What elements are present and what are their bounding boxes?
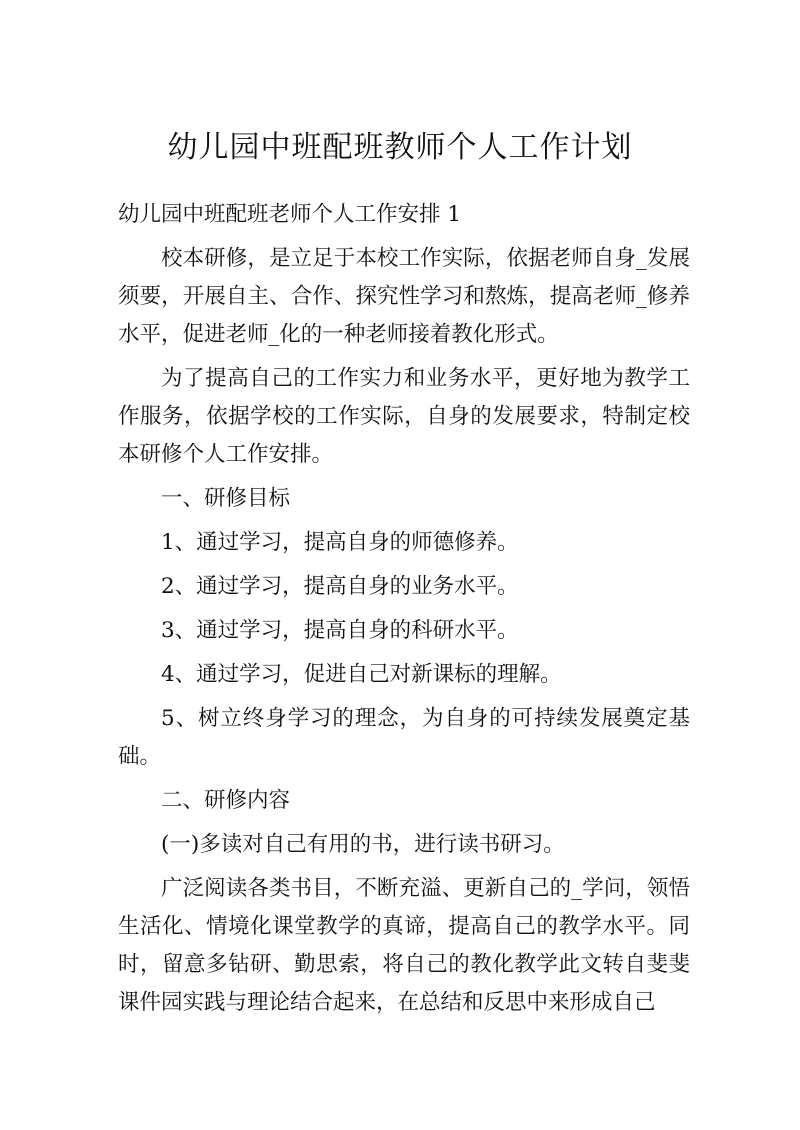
heading-goals: 一、研修目标 (161, 486, 291, 511)
list-item-goal-3: 3、通过学习，提高自身的科研水平。 (161, 618, 519, 643)
list-item-goal-2: 2、通过学习，提高自身的业务水平。 (161, 574, 519, 599)
list-item-goal-5: 5、树立终身学习的理念，为自身的可持续发展奠定基础。 (118, 706, 690, 769)
paragraph-intro: 校本研修，是立足于本校工作实际，依据老师自身_发展须要，开展自主、合作、探究性学习和熬炼，提高老师_修养水平，促进老师_化的一种老师接着教化形式。 (118, 246, 690, 347)
paragraph-purpose: 为了提高自己的工作实力和业务水平，更好地为教学工作服务，依据学校的工作实际，自身的发展要求，特制定校本研修个人工作安排。 (118, 366, 690, 467)
section-heading: 幼儿园中班配班老师个人工作安排 1 (118, 202, 462, 227)
heading-content: 二、研修内容 (161, 788, 291, 813)
document-body (118, 196, 690, 1028)
document-title: 幼儿园中班配班教师个人工作计划 (167, 130, 633, 165)
paragraph-reading: 广泛阅读各类书目，不断充溢、更新自己的_学问，领悟生活化、情境化课堂教学的真谛，提高自己的教学水平。同时，留意多钻研、勤思索，将自己的教化教学此文转自斐斐课件园实践与理论结合起来，在总结和反思中来形成自己 (118, 876, 690, 1015)
list-item-goal-1: 1、通过学习，提高自身的师德修养。 (161, 530, 519, 555)
list-item-goal-4: 4、通过学习，促进自己对新课标的理解。 (161, 662, 562, 687)
subheading-reading: (一)多读对自己有用的书，进行读书研习。 (161, 832, 565, 857)
